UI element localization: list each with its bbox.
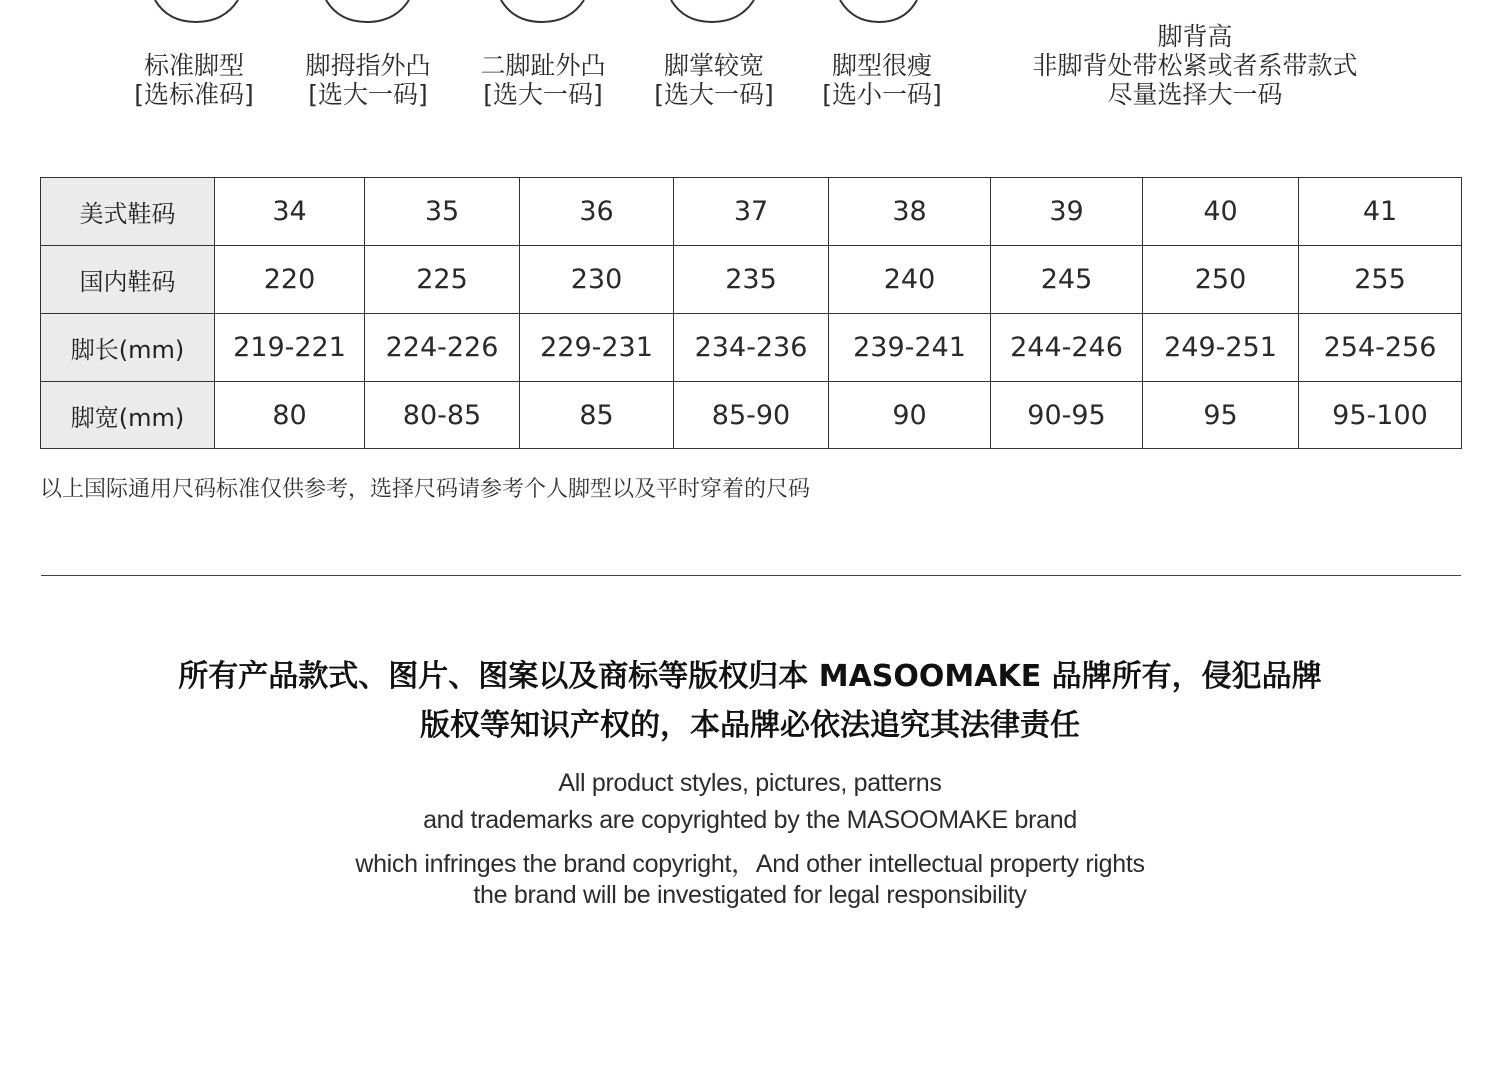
table-cell: 254-256 <box>1299 314 1462 382</box>
foot-type-thin <box>802 51 962 109</box>
table-cell: 40 <box>1143 178 1299 246</box>
table-cell: 249-251 <box>1143 314 1299 382</box>
foot-type-advice: [选大一码] <box>483 80 603 109</box>
high-instep-line1: 非脚背处带松紧或者系带款式 <box>1032 51 1358 80</box>
foot-type-big-toe <box>288 51 448 109</box>
table-cell: 230 <box>520 246 674 314</box>
table-cell: 35 <box>365 178 520 246</box>
row-label: 脚长(mm) <box>41 314 215 382</box>
table-cell: 41 <box>1299 178 1462 246</box>
foot-type-advice: [选小一码] <box>822 80 942 109</box>
size-reference-note: 以上国际通用尺码标准仅供参考，选择尺码请参考个人脚型以及平时穿着的尺码 <box>40 477 811 502</box>
foot-type-standard <box>114 51 274 109</box>
table-cell: 235 <box>674 246 829 314</box>
table-cell: 34 <box>215 178 365 246</box>
table-cell: 255 <box>1299 246 1462 314</box>
row-label: 脚宽(mm) <box>41 382 215 449</box>
table-cell: 244-246 <box>991 314 1143 382</box>
copyright-en-line3: which infringes the brand copyright，And other intellectual property rights <box>355 850 1145 878</box>
foot-outline-big-toe-icon <box>326 0 409 22</box>
foot-type-advice: [选标准码] <box>134 80 254 109</box>
copyright-en-line4: the brand will be investigated for legal responsibility <box>473 881 1027 909</box>
size-chart-body <box>41 178 1462 449</box>
table-cell: 239-241 <box>829 314 991 382</box>
table-cell: 36 <box>520 178 674 246</box>
table-cell: 80-85 <box>365 382 520 449</box>
foot-type-name: 脚型很瘦 <box>831 51 932 80</box>
high-instep-line2: 尽量选择大一码 <box>1107 80 1283 109</box>
foot-type-name: 二脚趾外凸 <box>480 51 606 80</box>
table-cell: 240 <box>829 246 991 314</box>
table-cell: 224-226 <box>365 314 520 382</box>
table-cell: 229-231 <box>520 314 674 382</box>
table-cell: 250 <box>1143 246 1299 314</box>
table-cell: 80 <box>215 382 365 449</box>
foot-outline-thin-icon <box>840 0 917 22</box>
foot-outline-wide-icon <box>671 0 754 22</box>
foot-type-advice: [选大一码] <box>308 80 428 109</box>
foot-outline-standard-icon <box>155 0 238 22</box>
table-cell: 90-95 <box>991 382 1143 449</box>
table-cell: 85 <box>520 382 674 449</box>
table-cell: 234-236 <box>674 314 829 382</box>
table-cell: 90 <box>829 382 991 449</box>
table-cell: 225 <box>365 246 520 314</box>
foot-type-name: 脚掌较宽 <box>663 51 764 80</box>
size-chart-table <box>40 177 1462 449</box>
section-divider <box>41 575 1461 576</box>
table-cell: 38 <box>829 178 991 246</box>
copyright-en-line2: and trademarks are copyrighted by the MASOOMAKE brand <box>423 806 1077 834</box>
table-cell: 219-221 <box>215 314 365 382</box>
table-cell: 95 <box>1143 382 1299 449</box>
table-cell: 39 <box>991 178 1143 246</box>
foot-type-advice: [选大一码] <box>654 80 774 109</box>
table-cell: 37 <box>674 178 829 246</box>
row-label: 美式鞋码 <box>41 178 215 246</box>
high-instep-title: 脚背高 <box>1157 22 1233 51</box>
table-row-foot-width <box>41 382 1462 449</box>
foot-type-name: 脚拇指外凸 <box>305 51 431 80</box>
table-row-foot-length <box>41 314 1462 382</box>
table-cell: 220 <box>215 246 365 314</box>
foot-type-name: 标准脚型 <box>143 51 244 80</box>
table-cell: 245 <box>991 246 1143 314</box>
table-cell: 85-90 <box>674 382 829 449</box>
high-instep-note <box>985 22 1405 109</box>
copyright-cn-line1: 所有产品款式、图片、图案以及商标等版权归本 MASOOMAKE 品牌所有，侵犯品牌 <box>178 659 1322 694</box>
foot-type-wide <box>634 51 794 109</box>
foot-type-second-toe <box>463 51 623 109</box>
row-label: 国内鞋码 <box>41 246 215 314</box>
foot-outline-second-toe-icon <box>501 0 584 22</box>
table-cell: 95-100 <box>1299 382 1462 449</box>
copyright-cn-line2: 版权等知识产权的，本品牌必依法追究其法律责任 <box>420 708 1080 743</box>
table-row-us-size <box>41 178 1462 246</box>
table-row-cn-size <box>41 246 1462 314</box>
copyright-en-line1: All product styles, pictures, patterns <box>558 769 942 797</box>
